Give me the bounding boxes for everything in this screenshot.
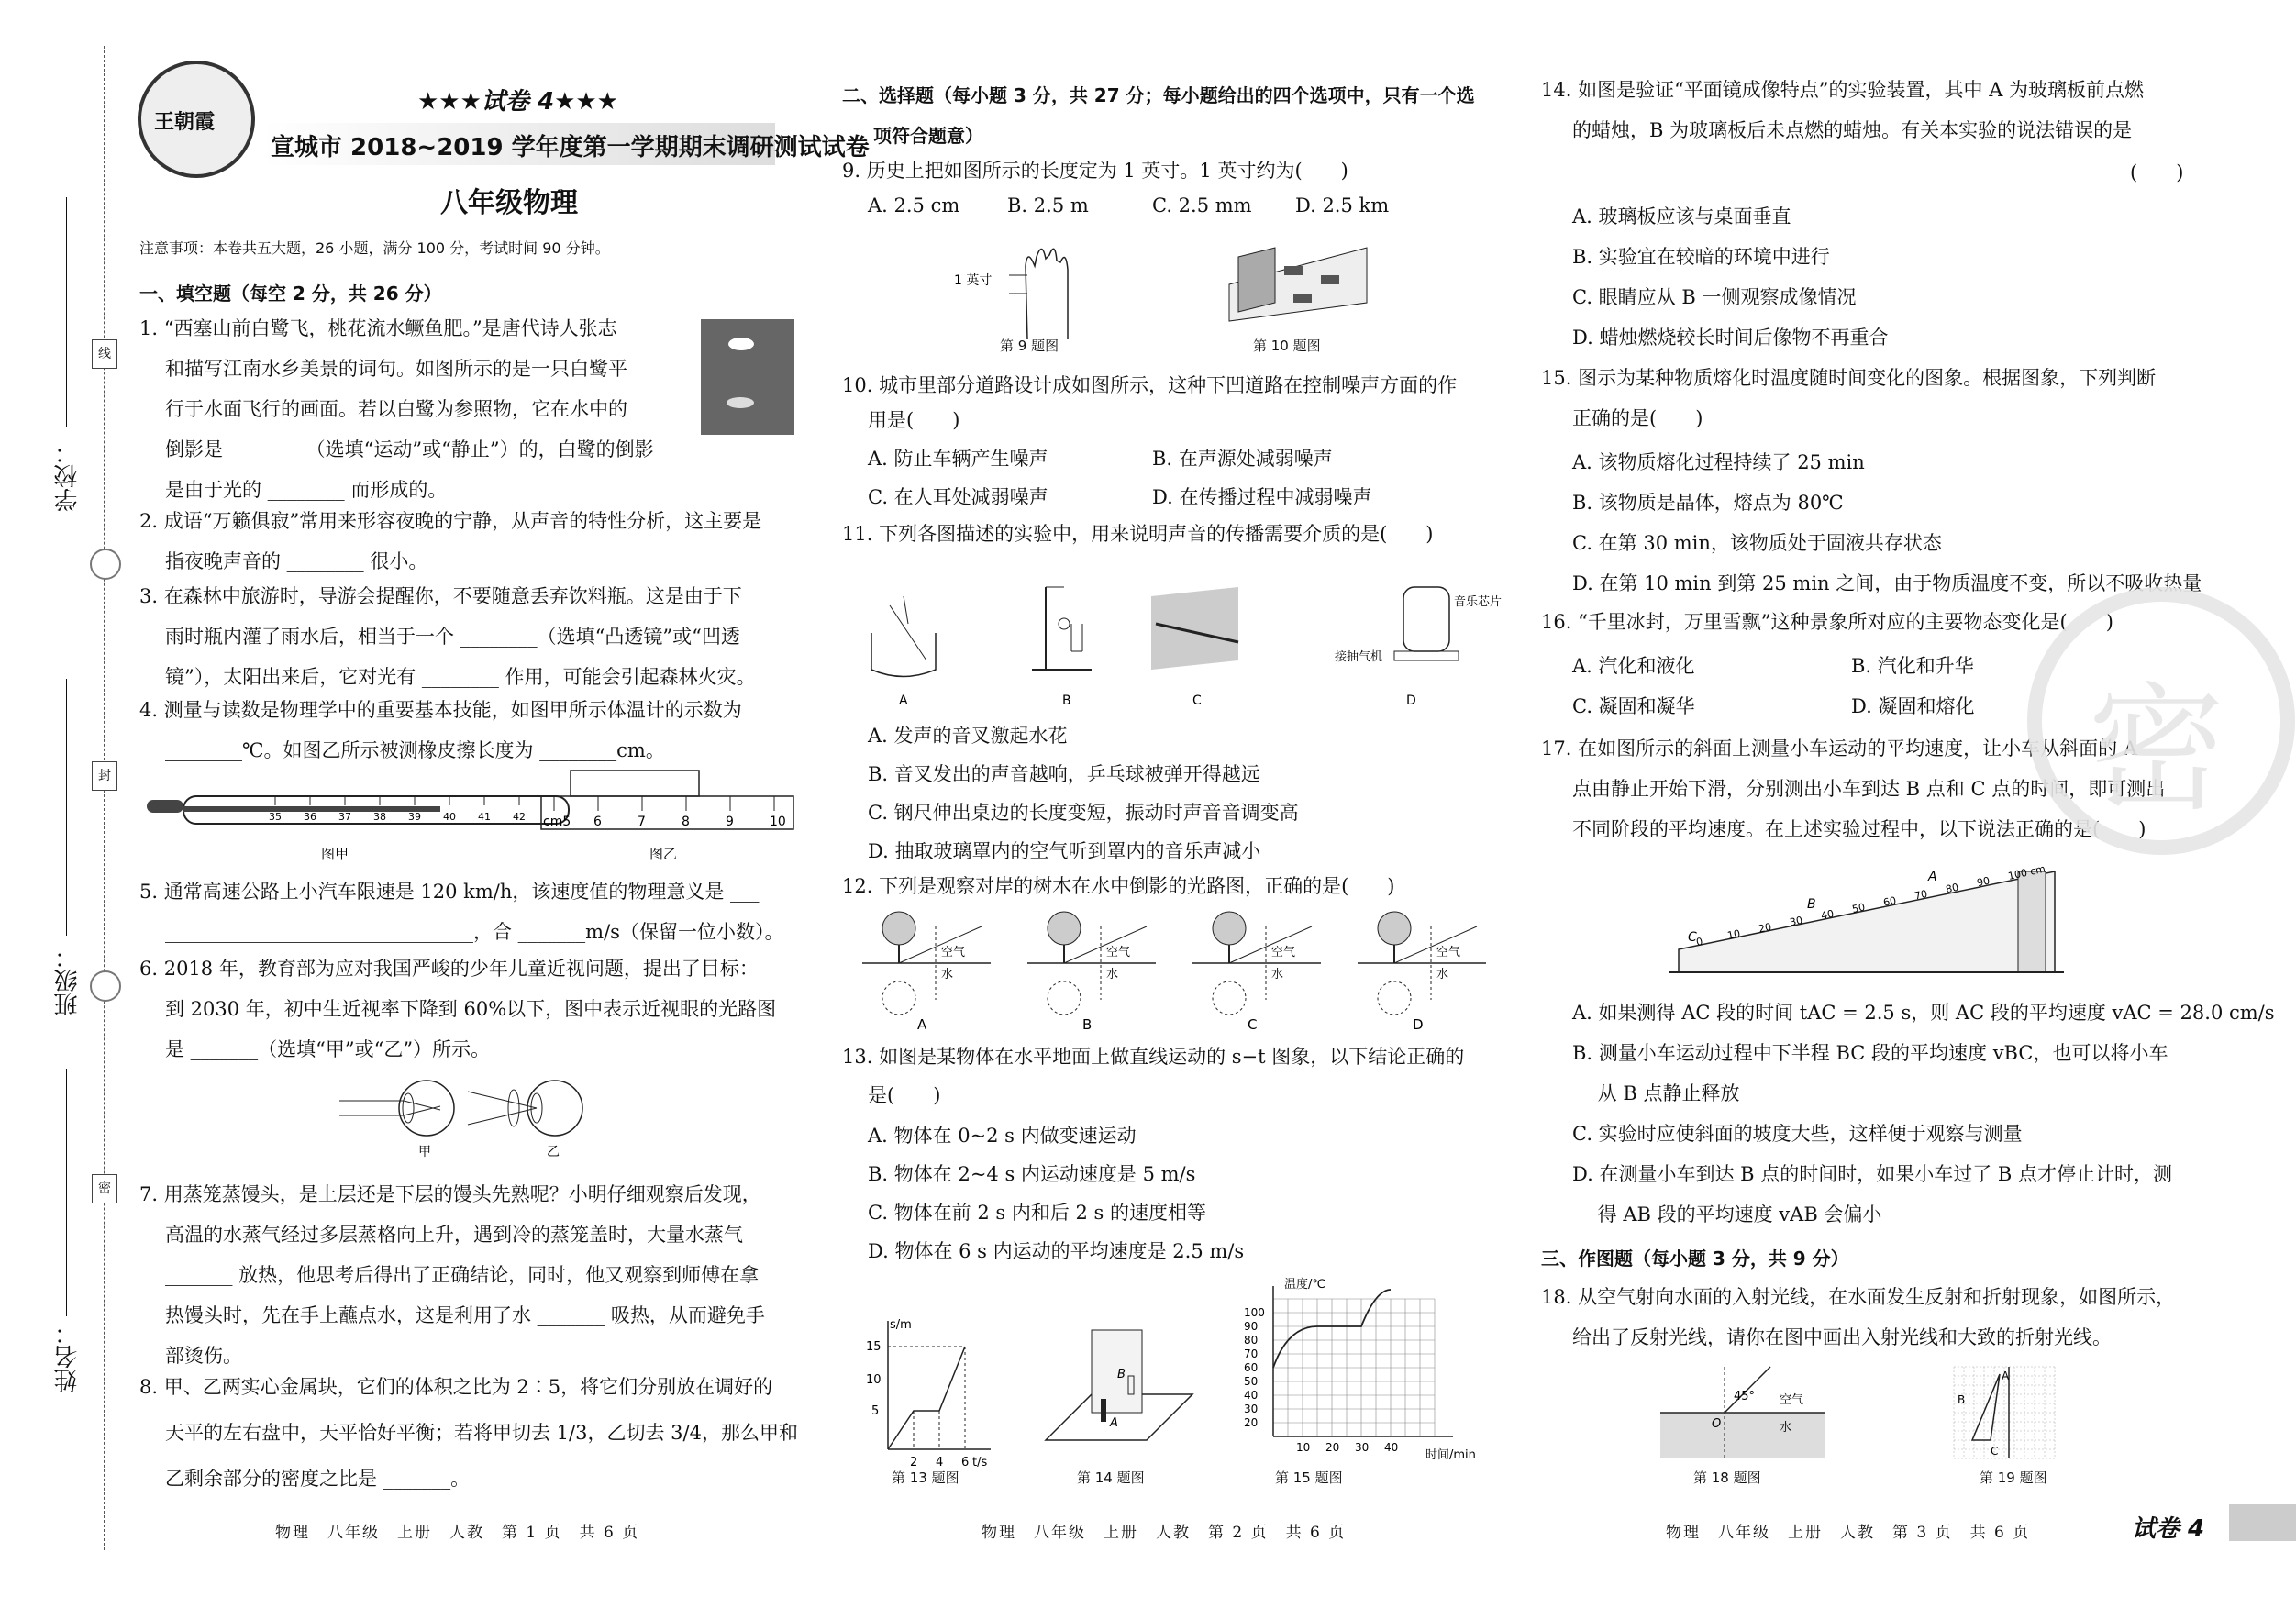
question-2 [139, 501, 761, 582]
q11-option-b: B. 音叉发出的声音越响，乒乓球被弹开得越远 [868, 763, 1260, 785]
thermo-tick-label: 37 [338, 811, 351, 823]
question-5 [139, 871, 783, 952]
st-ytick: 10 [866, 1373, 882, 1387]
eye-diagram-a [339, 1081, 454, 1159]
seal-mark-3: 密 [92, 1174, 117, 1203]
q9-option-c: C. 2.5 mm [1152, 194, 1252, 216]
q1-line: 倒影是 ________（选填“运动”或“静止”）的，白鹭的倒影 [165, 438, 654, 460]
q7-line: _______ 放热，他思考后得出了正确结论，同时，他又观察到师傅在拿 [165, 1264, 760, 1286]
melt-ytick: 60 [1244, 1361, 1259, 1374]
q6-line: 6. 2018 年，教育部为应对我国严峻的少年儿童近视问题，提出了目标： [139, 958, 759, 980]
melt-ytick: 90 [1244, 1320, 1259, 1333]
incline-tick-label: 50 [1850, 901, 1867, 915]
q17-option-a: A. 如果测得 AC 段的时间 tAC = 2.5 s，则 AC 段的平均速度 vAC = 28.0 cm/s [1572, 1002, 2275, 1024]
ruler-tick-label: 7 [638, 815, 646, 829]
q16-option-d: D. 凝固和熔化 [1851, 695, 1975, 717]
q14-line: 14. 如图是验证“平面镜成像特点”的实验装置，其中 A 为玻璃板前点燃 [1541, 79, 2145, 101]
q8-line: 8. 甲、乙两实心金属块，它们的体积之比为 2∶5，将它们分别放在调好的 [139, 1376, 773, 1398]
melt-ytick: 40 [1244, 1389, 1259, 1402]
q12-air-label: 空气 [1271, 946, 1296, 959]
q8-line: 天平的左右盘中，天平恰好平衡；若将甲切去 1/3，乙切去 3/4，那么甲和 [165, 1422, 798, 1444]
q7-line: 高温的水蒸气经过多层蒸格向上升，遇到冷的蒸笼盖时，大量水蒸气 [165, 1224, 743, 1246]
q19-b-label: B [1958, 1393, 1966, 1406]
thermo-tick-label: 40 [443, 811, 456, 823]
melt-ytick: 100 [1244, 1306, 1265, 1319]
q13-caption: 第 13 题图 [892, 1469, 959, 1486]
pump-label: 接抽气机 [1335, 650, 1383, 664]
thermo-tick-label: 41 [478, 811, 491, 823]
inch-label: 1 英寸 [954, 273, 993, 288]
q13-option-a: A. 物体在 0~2 s 内做变速运动 [868, 1125, 1137, 1147]
q17-option-d: D. 在测量小车到达 B 点的时间时，如果小车过了 B 点才停止计时，测 [1572, 1163, 2173, 1185]
question-3 [139, 576, 756, 697]
q11-fig-c [1151, 587, 1238, 708]
seal-glyph: 密 [2088, 671, 2226, 830]
q15-line: 15. 图示为某种物质熔化时温度随时间变化的图象。根据图象，下列判断 [1541, 367, 2157, 389]
ruler-caption: 图乙 [649, 846, 678, 862]
eye-diagram-b [468, 1081, 582, 1159]
footer-page-2: 物理 八年级 上册 人教 第 2 页 共 6 页 [982, 1524, 1347, 1542]
q18-caption: 第 18 题图 [1693, 1469, 1761, 1486]
q2-line: 2. 成语“万籁俱寂”常用来形容夜晚的宁静，从声音的特性分析，这主要是 [139, 510, 762, 532]
sunken-road-figure [1220, 229, 1376, 330]
section-drawing: 三、作图题（每小题 3 分，共 9 分） [1541, 1248, 1849, 1270]
st-xtick: 2 [910, 1456, 918, 1469]
section-choice-line: 项符合题意） [873, 125, 983, 147]
footer-page-3: 物理 八年级 上册 人教 第 3 页 共 6 页 [1666, 1524, 2031, 1542]
q11-label-c: C [1192, 693, 1202, 708]
q15-line: 正确的是( ) [1572, 407, 1703, 429]
q2-line: 指夜晚声音的 ________ 很小。 [165, 550, 428, 572]
q4-line: ________℃。如图乙所示被测橡皮擦长度为 ________cm。 [165, 739, 665, 761]
q1-line: 是由于光的 ________ 而形成的。 [165, 479, 448, 501]
q9-caption: 第 9 题图 [1000, 338, 1059, 354]
binding-line [104, 46, 105, 1550]
q4-line: 4. 测量与读数是物理学中的重要基本技能，如图甲所示体温计的示数为 [139, 699, 742, 721]
melt-xtick: 20 [1325, 1441, 1340, 1454]
subject-title: 八年级物理 [440, 187, 578, 219]
q3-line: 镜”），太阳出来后，它对光有 ________ 作用，可能会引起森林火灾。 [165, 666, 756, 688]
q1-line: 行于水面飞行的画面。若以白鹭为参照物，它在水中的 [165, 398, 627, 420]
q18-water-label: 水 [1780, 1421, 1792, 1435]
school-label: 学校： [54, 440, 82, 512]
st-xtick: 6 [961, 1456, 970, 1469]
q17-option-b: B. 测量小车运动过程中下半程 BC 段的平均速度 vBC，也可以将小车 [1572, 1042, 2168, 1064]
q16-option-a: A. 汽化和液化 [1572, 655, 1695, 677]
eye-a-label: 甲 [418, 1145, 431, 1159]
mirror-b-label: B [1117, 1368, 1126, 1381]
q14-caption: 第 14 题图 [1077, 1469, 1145, 1486]
q11-option-d: D. 抽取玻璃罩内的空气听到罩内的音乐声减小 [868, 840, 1261, 862]
q16-option-c: C. 凝固和凝华 [1572, 695, 1695, 717]
q17-line: 17. 在如图所示的斜面上测量小车运动的平均速度，让小车从斜面的 A [1541, 738, 2137, 760]
q9-stem: 9. 历史上把如图所示的长度定为 1 英寸。1 英寸约为( ) [842, 160, 1348, 182]
q15-option-c: C. 在第 30 min，该物质处于固液共存状态 [1572, 532, 1942, 554]
egret-photo [701, 319, 794, 435]
incline-tick-label: 60 [1881, 894, 1898, 909]
incline-tick-label: 20 [1757, 920, 1773, 936]
q9-option-b: B. 2.5 m [1007, 194, 1089, 216]
q15-caption: 第 15 题图 [1275, 1469, 1343, 1486]
ruler-tick-label: cm5 [543, 815, 571, 829]
binding-hole-icon [90, 970, 121, 1002]
q11-label-b: B [1062, 693, 1071, 708]
q12-option-label: B [1082, 1016, 1093, 1033]
q5-line: 5. 通常高速公路上小汽车限速是 120 km/h，该速度值的物理意义是 ___ [139, 881, 760, 903]
melt-ytick: 70 [1244, 1347, 1259, 1360]
q9-option-a: A. 2.5 cm [868, 194, 960, 216]
incline-tick-label: 10 [1725, 927, 1742, 942]
music-chip-label: 音乐芯片 [1454, 595, 1503, 609]
q14-option-c: C. 眼睛应从 B 一侧观察成像情况 [1572, 286, 1857, 308]
q17-option-d-cont: 得 AB 段的平均速度 vAB 会偏小 [1572, 1203, 1882, 1225]
q6-line: 到 2030 年，初中生近视率下降到 60%以下，图中表示近视眼的光路图 [165, 998, 777, 1020]
q11-stem: 11. 下列各图描述的实验中，用来说明声音的传播需要介质的是( ) [842, 523, 1434, 545]
q10-stem: 10. 城市里部分道路设计成如图所示，这种下凹道路在控制噪声方面的作 [842, 374, 1458, 396]
q16-stem: 16. “千里冰封，万里雪飘”这种景象所对应的主要物态变化是( ) [1541, 611, 2113, 633]
melt-xtick: 30 [1355, 1441, 1370, 1454]
notice: 注意事项：本卷共五大题，26 小题，满分 100 分，考试时间 90 分钟。 [139, 239, 610, 257]
question-1 [139, 308, 654, 510]
q11-option-a: A. 发声的音叉激起水花 [868, 725, 1068, 747]
q12-air-label: 空气 [1436, 946, 1461, 959]
q13-stem-2: 是( ) [868, 1084, 941, 1106]
q18-angle-label: 45° [1734, 1390, 1756, 1403]
brand-logo [138, 61, 255, 178]
thermo-caption: 图甲 [321, 846, 349, 862]
q12-stem: 12. 下列是观察对岸的树木在水中倒影的光路图，正确的是( ) [842, 875, 1395, 897]
q10-option-c: C. 在人耳处减弱噪声 [868, 486, 1048, 508]
melt-ytick: 30 [1244, 1403, 1259, 1415]
q19-figure [1954, 1367, 2064, 1468]
q12-water-label: 水 [1436, 968, 1449, 981]
q1-line: 1. “西塞山前白鹭飞，桃花流水鳜鱼肥。”是唐代诗人张志 [139, 317, 617, 339]
eraser-shape [571, 771, 699, 796]
question-6 [139, 948, 776, 1070]
incline-tick-label: 30 [1788, 914, 1804, 929]
q3-line: 雨时瓶内灌了雨水后，相当于一个 ________（选填“凸透镜”或“凹透 [165, 626, 740, 648]
thermo-tick-label: 42 [513, 811, 526, 823]
q11-label-d: D [1406, 693, 1416, 708]
question-15 [1541, 358, 2156, 438]
section-choice-line: 二、选择题（每小题 3 分，共 27 分；每小题给出的四个选项中，只有一个选 [842, 84, 1475, 106]
q18-figure [1651, 1358, 1835, 1468]
thermo-tick-label: 39 [408, 811, 421, 823]
q12-air-label: 空气 [941, 946, 966, 959]
q13-option-b: B. 物体在 2~4 s 内运动速度是 5 m/s [868, 1163, 1196, 1185]
q18-air-label: 空气 [1780, 1393, 1804, 1407]
thermo-tick-label: 38 [373, 811, 386, 823]
st-ylabel: s/m [890, 1318, 912, 1332]
q13-stem: 13. 如图是某物体在水平地面上做直线运动的 s−t 图象，以下结论正确的 [842, 1046, 1465, 1068]
seal-mark-1: 线 [92, 339, 117, 369]
q14-option-a: A. 玻璃板应该与桌面垂直 [1572, 205, 1791, 227]
logo-text: 王朝霞 [154, 111, 216, 134]
question-8 [139, 1367, 798, 1499]
q11-option-c: C. 钢尺伸出桌边的长度变短，振动时声音音调变高 [868, 802, 1299, 824]
q7-line: 7. 用蒸笼蒸馒头，是上层还是下层的馒头先熟呢？小明仔细观察后发现， [139, 1183, 761, 1205]
q14-option-d: D. 蜡烛燃烧较长时间后像物不再重合 [1572, 327, 1889, 349]
incline-tick-label: 40 [1819, 907, 1836, 923]
st-xtick: 4 [936, 1456, 944, 1469]
confidential-seal [2027, 587, 2295, 855]
q14-option-b: B. 实验宜在较暗的环境中进行 [1572, 246, 1830, 268]
incline-tick-label: 90 [1975, 874, 1991, 890]
question-14 [1541, 70, 2144, 150]
q13-option-d: D. 物体在 6 s 内运动的平均速度是 2.5 m/s [868, 1240, 1245, 1262]
q9-option-d: D. 2.5 km [1295, 194, 1390, 216]
ruler-tick-label: 6 [593, 815, 602, 829]
q3-line: 3. 在森林中旅游时，导游会提醒你，不要随意丢弃饮料瓶。这是由于下 [139, 585, 742, 607]
incline-tick-label: 70 [1913, 887, 1929, 903]
q11-fig-b [1032, 587, 1092, 708]
incline-tick-label: 80 [1944, 881, 1960, 896]
q12-option-label: A [917, 1016, 927, 1033]
melt-ytick: 20 [1244, 1416, 1259, 1429]
melt-ytick: 50 [1244, 1375, 1259, 1388]
q7-line: 部烫伤。 [165, 1345, 242, 1367]
eye-b-label: 乙 [547, 1145, 560, 1159]
name-label: 姓名： [54, 1321, 82, 1392]
mirror-a-label: A [1110, 1416, 1118, 1430]
question-4 [139, 690, 742, 771]
q17-option-c: C. 实验时应使斜面的坡度大些，这样便于观察与测量 [1572, 1123, 2023, 1145]
q7-line: 热馒头时，先在手上蘸点水，这是利用了水 _______ 吸热，从而避免手 [165, 1304, 765, 1326]
incline-point-c: C [1688, 930, 1697, 945]
q5-line: ________________________________，合 _______m/s（保留一位小数）。 [165, 921, 784, 943]
footer-page-1: 物理 八年级 上册 人教 第 1 页 共 6 页 [275, 1524, 640, 1542]
st-graph [862, 1312, 1000, 1477]
incline-point-b: B [1807, 897, 1816, 912]
incline-tick-label: 0 [1694, 935, 1704, 948]
q1-line: 和描写江南水乡美景的词句。如图所示的是一只白鹭平 [165, 358, 627, 380]
melt-ylabel: 温度/℃ [1284, 1278, 1325, 1292]
q11-label-a: A [899, 693, 908, 708]
q19-a-label: A [2002, 1370, 2010, 1382]
section-choice [842, 75, 1475, 156]
q19-caption: 第 19 题图 [1980, 1469, 2047, 1486]
incline-tick-label: 100 cm [2006, 862, 2046, 882]
exam-title: 宣城市 2018~2019 学年度第一学期期末调研测试试卷 [271, 134, 870, 161]
q10-caption: 第 10 题图 [1253, 338, 1321, 354]
q18-line: 给出了反射光线，请你在图中画出入射光线和大致的折射光线。 [1572, 1326, 2112, 1348]
q15-option-d: D. 在第 10 min 到第 25 min 之间，由于物质温度不变，所以不吸收热量 [1572, 572, 2202, 594]
q12-figures [862, 908, 1504, 1037]
incline-figure [1669, 853, 2073, 981]
q18-line: 18. 从空气射向水面的入射光线，在水面发生反射和折射现象，如图所示， [1541, 1286, 2176, 1308]
q12-air-label: 空气 [1106, 946, 1131, 959]
q14-paren: ( ) [2130, 161, 2184, 183]
q13-option-c: C. 物体在前 2 s 内和后 2 s 的速度相等 [868, 1202, 1206, 1224]
binding-hole-icon [90, 549, 121, 580]
q12-water-label: 水 [1271, 968, 1284, 981]
thermo-tick-label: 35 [269, 811, 282, 823]
q10-stem-2: 用是( ) [868, 409, 960, 431]
q17-line: 不同阶段的平均速度。在上述实验过程中，以下说法正确的是( ) [1572, 818, 2146, 840]
ruler-tick-label: 9 [726, 815, 734, 829]
class-line [66, 679, 67, 936]
q11-fig-a [871, 596, 936, 708]
class-label: 班级： [54, 945, 82, 1016]
melt-xtick: 10 [1296, 1441, 1311, 1454]
q12-option-label: D [1413, 1016, 1424, 1033]
q15-option-b: B. 该物质是晶体，熔点为 80℃ [1572, 492, 1844, 514]
melting-graph [1229, 1275, 1486, 1468]
corner-badge: 试卷 4 [2132, 1515, 2205, 1543]
q17-option-b-cont: 从 B 点静止释放 [1572, 1082, 1740, 1104]
q16-option-b: B. 汽化和升华 [1851, 655, 1974, 677]
ruler-tick-label: 10 [770, 815, 786, 829]
melt-xlabel: 时间/min [1425, 1448, 1476, 1462]
name-line [66, 1069, 67, 1316]
section-fill-in: 一、填空题（每空 2 分，共 26 分） [139, 283, 442, 305]
question-7 [139, 1174, 765, 1376]
q11-figures [853, 569, 1503, 715]
seal-mark-2: 封 [92, 761, 117, 791]
paper-badge: ★★★试卷 4★★★ [417, 88, 618, 116]
corner-strip [2229, 1504, 2296, 1541]
melt-ytick: 80 [1244, 1334, 1259, 1347]
q19-c-label: C [1991, 1445, 1999, 1458]
st-ytick: 15 [866, 1340, 882, 1354]
question-18 [1541, 1277, 2175, 1358]
hand-inch-figure [954, 229, 1092, 349]
q11-fig-d [1335, 587, 1502, 708]
melt-xtick: 40 [1384, 1441, 1399, 1454]
incline-point-a: A [1928, 870, 1937, 884]
q12-water-label: 水 [1106, 968, 1119, 981]
q10-option-a: A. 防止车辆产生噪声 [868, 448, 1048, 470]
st-xlabel: t/s [972, 1456, 988, 1469]
q14-line: 的蜡烛，B 为玻璃板后未点燃的蜡烛。有关本实验的说法错误的是 [1572, 119, 2133, 141]
ruler-figure [541, 771, 798, 866]
q15-option-a: A. 该物质熔化过程持续了 25 min [1572, 451, 1865, 473]
q10-option-b: B. 在声源处减弱噪声 [1152, 448, 1333, 470]
eye-diagrams [330, 1073, 624, 1165]
q10-option-d: D. 在传播过程中减弱噪声 [1152, 486, 1372, 508]
q18-o-label: O [1712, 1417, 1722, 1431]
school-line [66, 197, 67, 427]
st-ytick: 5 [871, 1404, 880, 1418]
q6-line: 是 _______（选填“甲”或“乙”）所示。 [165, 1038, 491, 1060]
q8-line: 乙剩余部分的密度之比是 _______。 [165, 1468, 471, 1490]
ruler-tick-label: 8 [682, 815, 690, 829]
q12-water-label: 水 [941, 968, 954, 981]
mirror-figure [1037, 1312, 1202, 1458]
thermo-tick-label: 36 [304, 811, 316, 823]
q17-line: 点由静止开始下滑，分别测出小车到达 B 点和 C 点的时间，即可测出 [1572, 778, 2166, 800]
q12-option-label: C [1248, 1016, 1258, 1033]
